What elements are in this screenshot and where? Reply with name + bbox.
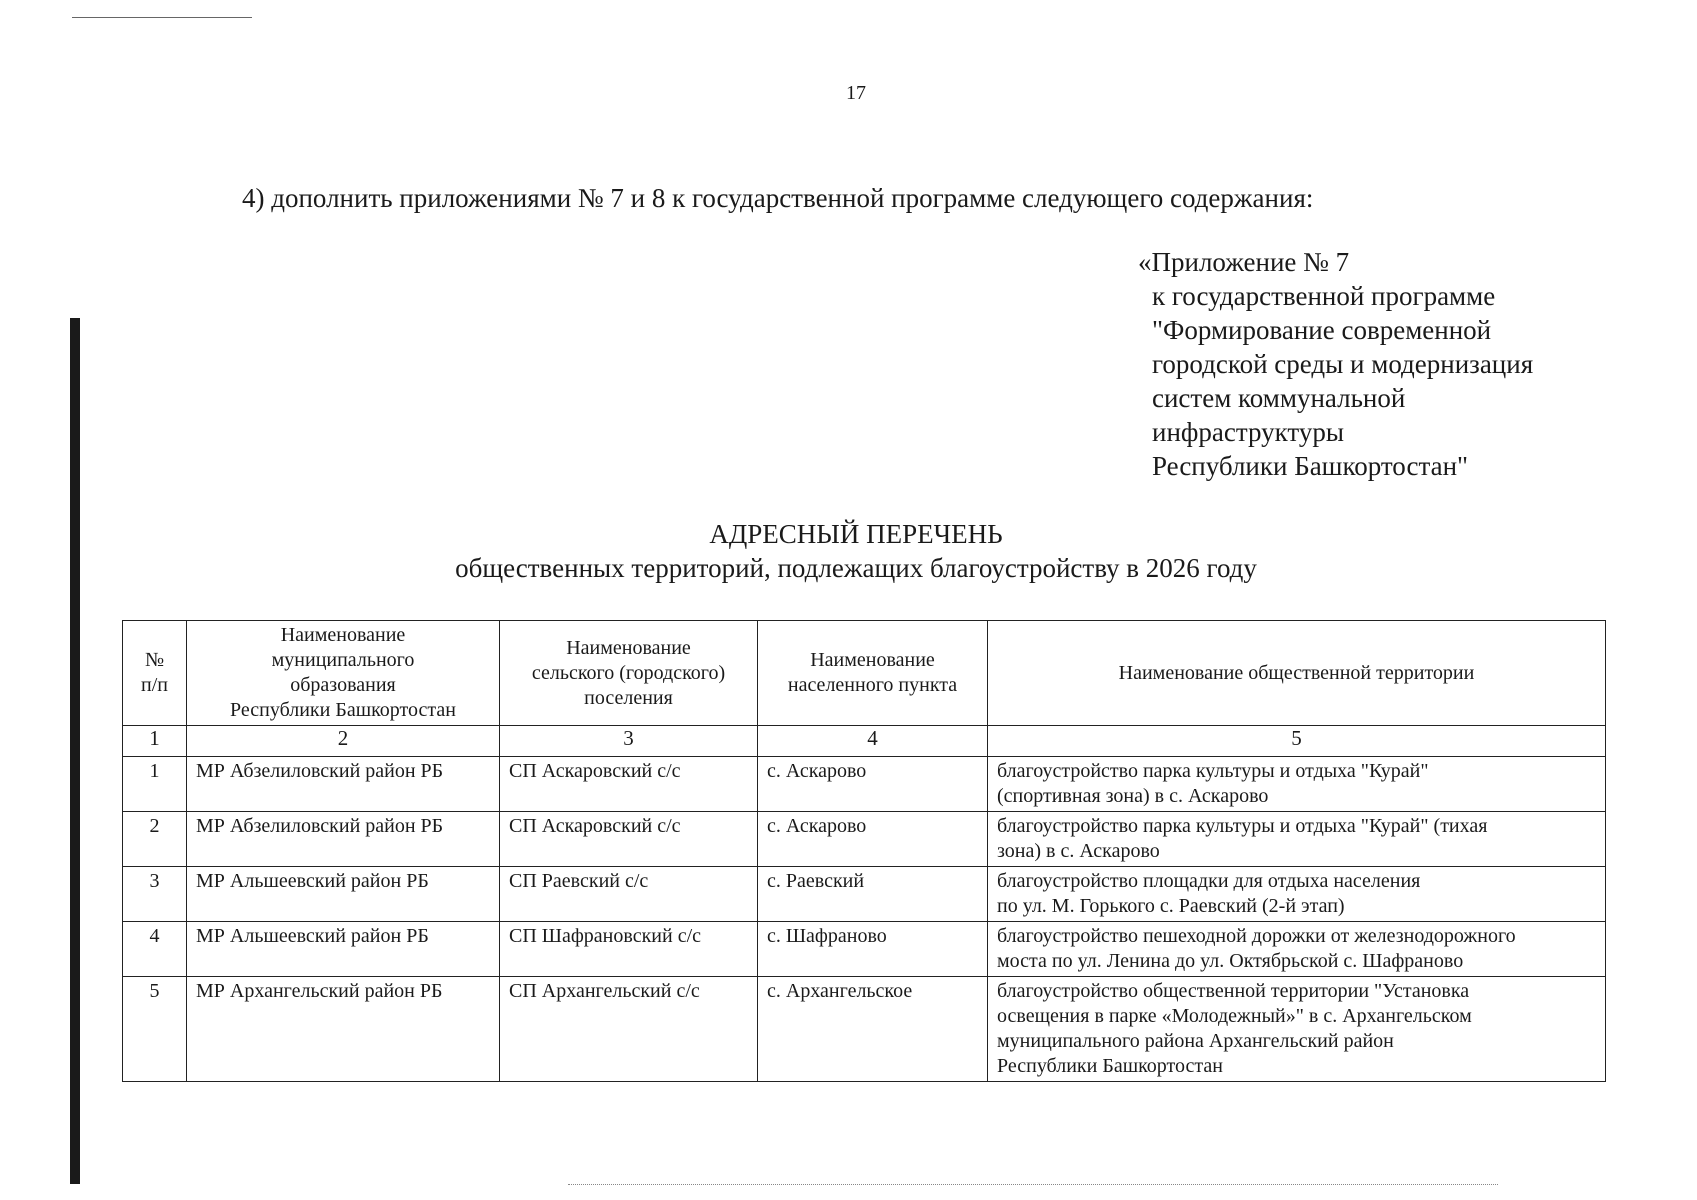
header-settlement: Наименование сельского (городского) поселения: [500, 621, 758, 726]
column-number: 4: [758, 726, 988, 757]
header-territory: Наименование общественной территории: [988, 621, 1606, 726]
table-row: [123, 757, 1606, 812]
appendix-line: систем коммунальной: [1152, 383, 1406, 413]
row-locality: с. Аскарово: [758, 757, 988, 812]
document-subtitle: общественных территорий, подлежащих благоустройству в 2026 году: [455, 553, 1257, 583]
header-number: № п/п: [123, 621, 187, 726]
scan-artifact-top-rule: [72, 17, 252, 18]
table-header-row: [123, 621, 1606, 726]
table-row: [123, 812, 1606, 867]
row-number: 1: [123, 757, 187, 812]
address-list-table: [122, 620, 1606, 1082]
row-settlement: СП Архангельский с/с: [500, 977, 758, 1082]
appendix-line: к государственной программе: [1152, 281, 1496, 311]
row-number: 5: [123, 977, 187, 1082]
appendix-line: Республики Башкортостан": [1152, 451, 1469, 481]
row-settlement: СП Шафрановский с/с: [500, 922, 758, 977]
table-row: [123, 922, 1606, 977]
row-number: 2: [123, 812, 187, 867]
row-locality: с. Раевский: [758, 867, 988, 922]
row-settlement: СП Аскаровский с/с: [500, 757, 758, 812]
appendix-line: инфраструктуры: [1152, 417, 1344, 447]
row-municipality: МР Абзелиловский район РБ: [187, 812, 500, 867]
header-locality: Наименование населенного пункта: [758, 621, 988, 726]
row-municipality: МР Архангельский район РБ: [187, 977, 500, 1082]
document-title: АДРЕСНЫЙ ПЕРЕЧЕНЬ: [709, 519, 1003, 549]
scan-artifact-left-edge: [70, 318, 80, 1184]
intro-paragraph: 4) дополнить приложениями № 7 и 8 к государственной программе следующего содержания:: [242, 183, 1314, 213]
row-territory: благоустройство площадки для отдыха населения по ул. М. Горького с. Раевский (2-й этап): [988, 867, 1606, 922]
row-territory: благоустройство парка культуры и отдыха "Курай" (тихая зона) в с. Аскарово: [988, 812, 1606, 867]
row-locality: с. Шафраново: [758, 922, 988, 977]
appendix-line: "Формирование современной: [1152, 315, 1492, 345]
row-settlement: СП Аскаровский с/с: [500, 812, 758, 867]
appendix-header: [1138, 245, 1533, 483]
header-municipality: Наименование муниципального образования Республики Башкортостан: [187, 621, 500, 726]
row-municipality: МР Альшеевский район РБ: [187, 867, 500, 922]
row-municipality: МР Абзелиловский район РБ: [187, 757, 500, 812]
appendix-line: городской среды и модернизация: [1152, 349, 1534, 379]
table-row: [123, 977, 1606, 1082]
row-territory: благоустройство парка культуры и отдыха "Курай" (спортивная зона) в с. Аскарово: [988, 757, 1606, 812]
row-municipality: МР Альшеевский район РБ: [187, 922, 500, 977]
row-locality: с. Аскарово: [758, 812, 988, 867]
row-territory: благоустройство пешеходной дорожки от железнодорожного моста по ул. Ленина до ул. Октябрьской с. Шафраново: [988, 922, 1606, 977]
table-column-numbers-row: [123, 726, 1606, 757]
table-row: [123, 867, 1606, 922]
row-locality: с. Архангельское: [758, 977, 988, 1082]
column-number: 1: [123, 726, 187, 757]
row-number: 4: [123, 922, 187, 977]
row-number: 3: [123, 867, 187, 922]
row-settlement: СП Раевский с/с: [500, 867, 758, 922]
row-territory: благоустройство общественной территории "Установка освещения в парке «Молодежный»" в с. Архангельском муниципального района Архангельский район Республики Башкортостан: [988, 977, 1606, 1082]
page-number: 17: [846, 82, 866, 104]
column-number: 3: [500, 726, 758, 757]
appendix-line: «Приложение № 7: [1138, 247, 1350, 277]
column-number: 5: [988, 726, 1606, 757]
column-number: 2: [187, 726, 500, 757]
scan-artifact-bottom-rule: [568, 1184, 1498, 1185]
